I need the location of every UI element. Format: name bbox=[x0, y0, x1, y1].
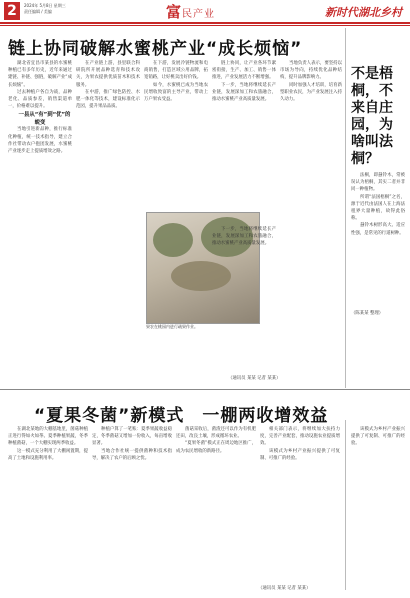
article1-paragraph: 如今，水蜜桃已成为当地农民增收致富的主导产业，带动上万户果农受益。 bbox=[144, 82, 208, 103]
section-divider bbox=[0, 389, 410, 390]
sidebar-paragraph: 所谓“法国梧桐”之名，源于近代由法国人在上海法租界大量种植，故得此俗称。 bbox=[351, 194, 405, 222]
sidebar-paragraph: 法桐，即悬铃木，常被误认为梧桐，其实二者并非同一种植物。 bbox=[351, 173, 405, 193]
article2-divider bbox=[345, 420, 346, 590]
article1-headline: 链上协同破解水蜜桃产业“成长烦恼” bbox=[8, 39, 303, 59]
article2-paragraph: 当地合作社统一提供菌种和技术指导，解决了农户的后顾之忧。 bbox=[92, 448, 172, 461]
article1-paragraph: 下一步，当地将继续延长产业链，发展深加工和农旅融合，推动水蜜桃产业高质量发展。 bbox=[212, 82, 276, 103]
article1-column-3 bbox=[144, 60, 208, 208]
article2-column-5 bbox=[351, 426, 405, 586]
article1-column-5 bbox=[280, 60, 342, 386]
masthead-rule-thin bbox=[0, 25, 410, 26]
article2-paragraph: 种植户算了一笔账：夏季果蔬收益稳定，冬季菌菇又增加一份收入，每亩增收显著。 bbox=[92, 427, 172, 447]
section-title-sub: 民产业 bbox=[182, 9, 216, 20]
sidebar-column bbox=[351, 172, 405, 306]
masthead bbox=[0, 0, 410, 22]
article2-paragraph: 该模式为乡村产业振兴提供了可复制、可推广的经验。 bbox=[260, 448, 340, 461]
section-title bbox=[166, 1, 215, 22]
article1-paragraph: 链上协同，让产业各环节紧密衔接，生产、加工、销售一体推进，产业发展活力不断增强。 bbox=[212, 61, 276, 81]
article1-column-4b bbox=[212, 226, 276, 366]
article1-paragraph: 当地引进新品种，推行标准化种植，统一技术指导，建立合作社带动农户抱团发展，水蜜桃产业逐步走上提质增效之路。 bbox=[8, 127, 72, 155]
issue-date: 2024年 5月8日 星期三 bbox=[24, 3, 66, 8]
page-number: 2 bbox=[4, 2, 20, 20]
article1-paragraph: 当地负责人表示，要坚持以市场为导向，持续优化品种结构，提升品牌影响力。 bbox=[280, 61, 342, 81]
sidebar-paragraph: 悬铃木树形高大、适应性强，是常见的行道树种。 bbox=[351, 223, 405, 236]
article2-column-3 bbox=[176, 426, 256, 586]
article1-paragraph: 在产业链上游，县里联合科研院所开展品种选育和技术攻关，为果农提供优质苗木和技术服务。 bbox=[76, 61, 140, 88]
article1-paragraph: 同时加强人才培训，培育新型职业农民，为产业发展注入持久动力。 bbox=[280, 82, 342, 103]
article1-paragraph: 在下游，发展冷链物流和电商销售，打造区域公用品牌，拓宽销路，让好桃卖出好价钱。 bbox=[144, 61, 208, 81]
newspaper-name: 新时代湖北乡村 bbox=[325, 6, 402, 19]
sidebar-byline: （陈某某 整理） bbox=[351, 311, 384, 316]
article1-column-1 bbox=[8, 60, 72, 386]
article1-byline: （通讯员 某某 记者 某某） bbox=[228, 376, 281, 381]
article2-byline: （通讯员 某某 记者 某某） bbox=[258, 586, 311, 591]
article2-headline: “夏果冬菌”新模式 一棚两收增效益 bbox=[34, 406, 329, 426]
article1-column-4 bbox=[212, 60, 276, 208]
article2-column-1 bbox=[8, 426, 88, 586]
article1-paragraph: 过去种植户各自为战，品种老化、品质参差，销售渠道单一，价格难以提升。 bbox=[8, 89, 72, 110]
article2-paragraph: 这一模式充分利用了大棚闲置期，提高了土地和设施利用率。 bbox=[8, 448, 88, 461]
photo-tree-shape bbox=[153, 223, 193, 257]
article1-photo-caption: 果农在桃园内进行疏果作业。 bbox=[146, 324, 198, 329]
masthead-rule bbox=[0, 22, 410, 24]
article2-column-2 bbox=[92, 426, 172, 586]
article2-column-4 bbox=[260, 426, 340, 582]
article1-paragraph: 湖北省宜昌市某县的水蜜桃种植已有多年历史，近年来通过建链、补链、强链，破解产业“成长烦恼”。 bbox=[8, 61, 72, 88]
article1-subhead: 一县从“有”到“优”的蜕变 bbox=[18, 112, 71, 127]
sidebar-headline: 不是梧桐，不来自庄园，为啥叫法桐？ bbox=[351, 66, 393, 167]
article2-paragraph: 相关部门表示，将继续加大扶持力度，完善产业配套，推动设施农业提质增效。 bbox=[260, 427, 340, 447]
article2-paragraph: “夏果冬菌”模式正在周边地区推广，成为农民增收的新路径。 bbox=[176, 441, 256, 454]
issue-meta: 责任编辑 / 美编 bbox=[24, 9, 52, 14]
article2-paragraph: 该模式为乡村产业振兴提供了可复制、可推广的经验。 bbox=[351, 427, 405, 447]
article2-paragraph: 菌菇采收后，菌渣还可以作为有机肥还田，改良土壤，形成循环农业。 bbox=[176, 427, 256, 440]
article1-column-2 bbox=[76, 60, 140, 386]
section-title-main: 富 bbox=[166, 3, 183, 21]
sidebar-divider bbox=[345, 28, 346, 388]
article1-paragraph: 在中游，推广绿色防控、水肥一体化等技术，建设标准化示范园，提升果品品质。 bbox=[76, 89, 140, 110]
article2-paragraph: 在湖北某地的大棚基地里，菌菇种植正进行得如火如荼。夏季种植果蔬，冬季种植菌菇，一个大棚实现两季收益。 bbox=[8, 427, 88, 447]
article1-paragraph: 下一步，当地将继续延长产业链，发展深加工和农旅融合，推动水蜜桃产业高质量发展。 bbox=[212, 227, 276, 247]
